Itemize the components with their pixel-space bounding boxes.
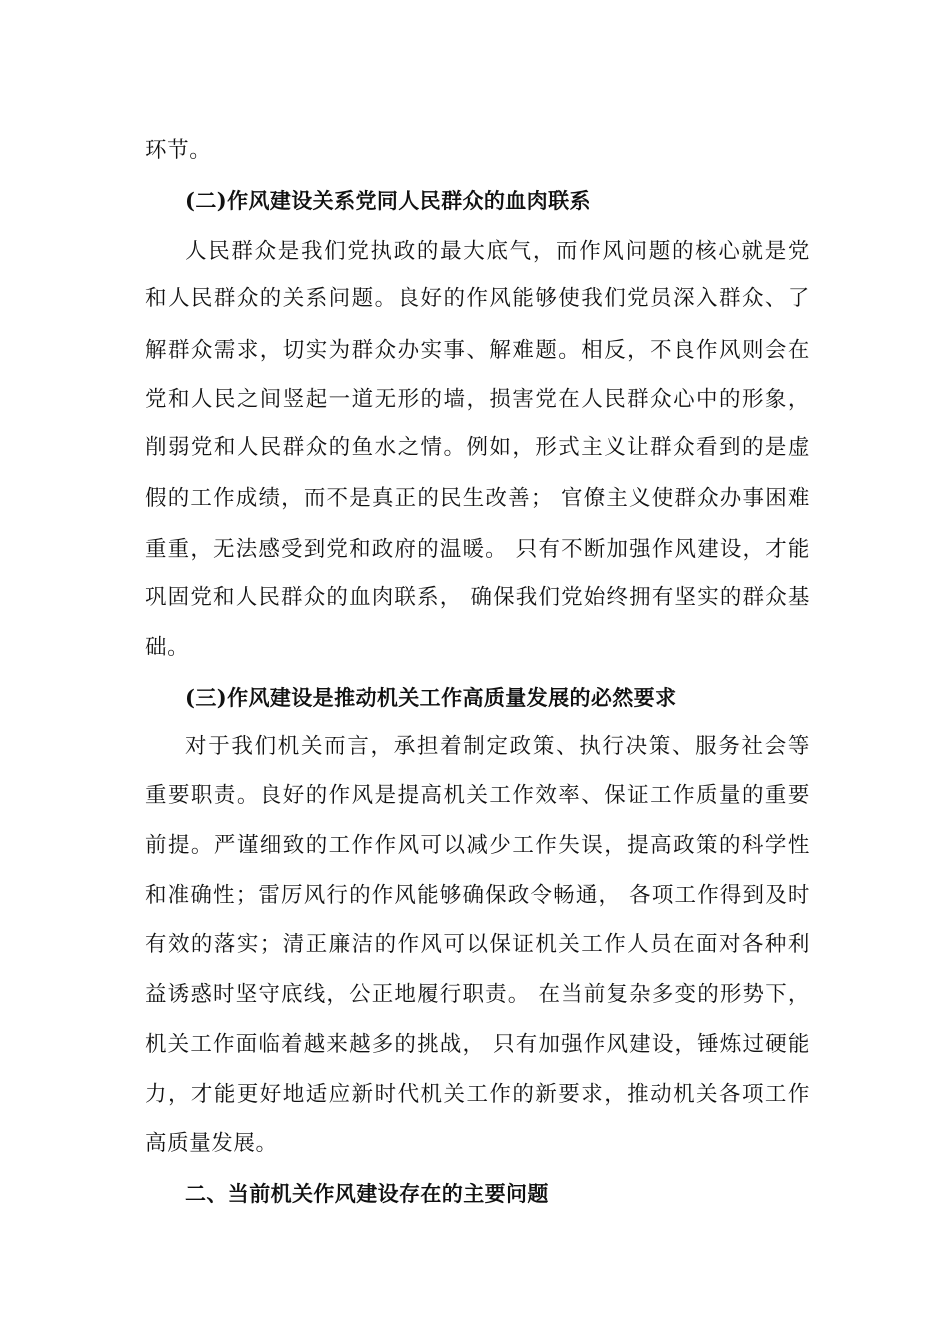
paragraph-line: 和人民群众的关系问题。良好的作风能够使我们党员深入群众、了	[145, 286, 810, 311]
paragraph-line: 人民群众是我们党执政的最大底气，而作风问题的核心就是党	[185, 239, 810, 264]
paragraph-line: 机关工作面临着越来越多的挑战， 只有加强作风建设，锤炼过硬能	[145, 1032, 810, 1057]
paragraph-line: 重要职责。良好的作风是提高机关工作效率、保证工作质量的重要	[145, 783, 810, 808]
section-heading-3: (三)作风建设是推动机关工作高质量发展的必然要求	[185, 685, 677, 710]
paragraph-line: 削弱党和人民群众的鱼水之情。例如，形式主义让群众看到的是虚	[145, 435, 810, 460]
part-heading-2: 二、当前机关作风建设存在的主要问题	[185, 1181, 549, 1206]
paragraph-line: 力，才能更好地适应新时代机关工作的新要求，推动机关各项工作	[145, 1082, 810, 1107]
paragraph-line: 解群众需求，切实为群众办实事、解难题。相反，不良作风则会在	[145, 338, 810, 363]
paragraph-line: 础。	[145, 635, 190, 660]
paragraph-line: 和准确性；雷厉风行的作风能够确保政令畅通， 各项工作得到及时	[145, 883, 810, 908]
paragraph-line: 党和人民之间竖起一道无形的墙，损害党在人民群众心中的形象，	[145, 387, 810, 412]
paragraph-line: 益诱惑时坚守底线，公正地履行职责。 在当前复杂多变的形势下，	[145, 982, 810, 1007]
paragraph-line: 对于我们机关而言，承担着制定政策、执行决策、服务社会等	[185, 734, 810, 759]
paragraph-line: 重重，无法感受到党和政府的温暖。 只有不断加强作风建设，才能	[145, 537, 810, 562]
paragraph-fragment: 环节。	[145, 138, 212, 163]
paragraph-line: 巩固党和人民群众的血肉联系， 确保我们党始终拥有坚实的群众基	[145, 585, 810, 610]
paragraph-line: 假的工作成绩，而不是真正的民生改善； 官僚主义使群众办事困难	[145, 486, 810, 511]
section-heading-2: (二)作风建设关系党同人民群众的血肉联系	[185, 188, 591, 213]
paragraph-line: 有效的落实；清正廉洁的作风可以保证机关工作人员在面对各种利	[145, 932, 810, 957]
paragraph-line: 前提。严谨细致的工作作风可以减少工作失误，提高政策的科学性	[145, 833, 810, 858]
paragraph-line: 高质量发展。	[145, 1131, 278, 1156]
